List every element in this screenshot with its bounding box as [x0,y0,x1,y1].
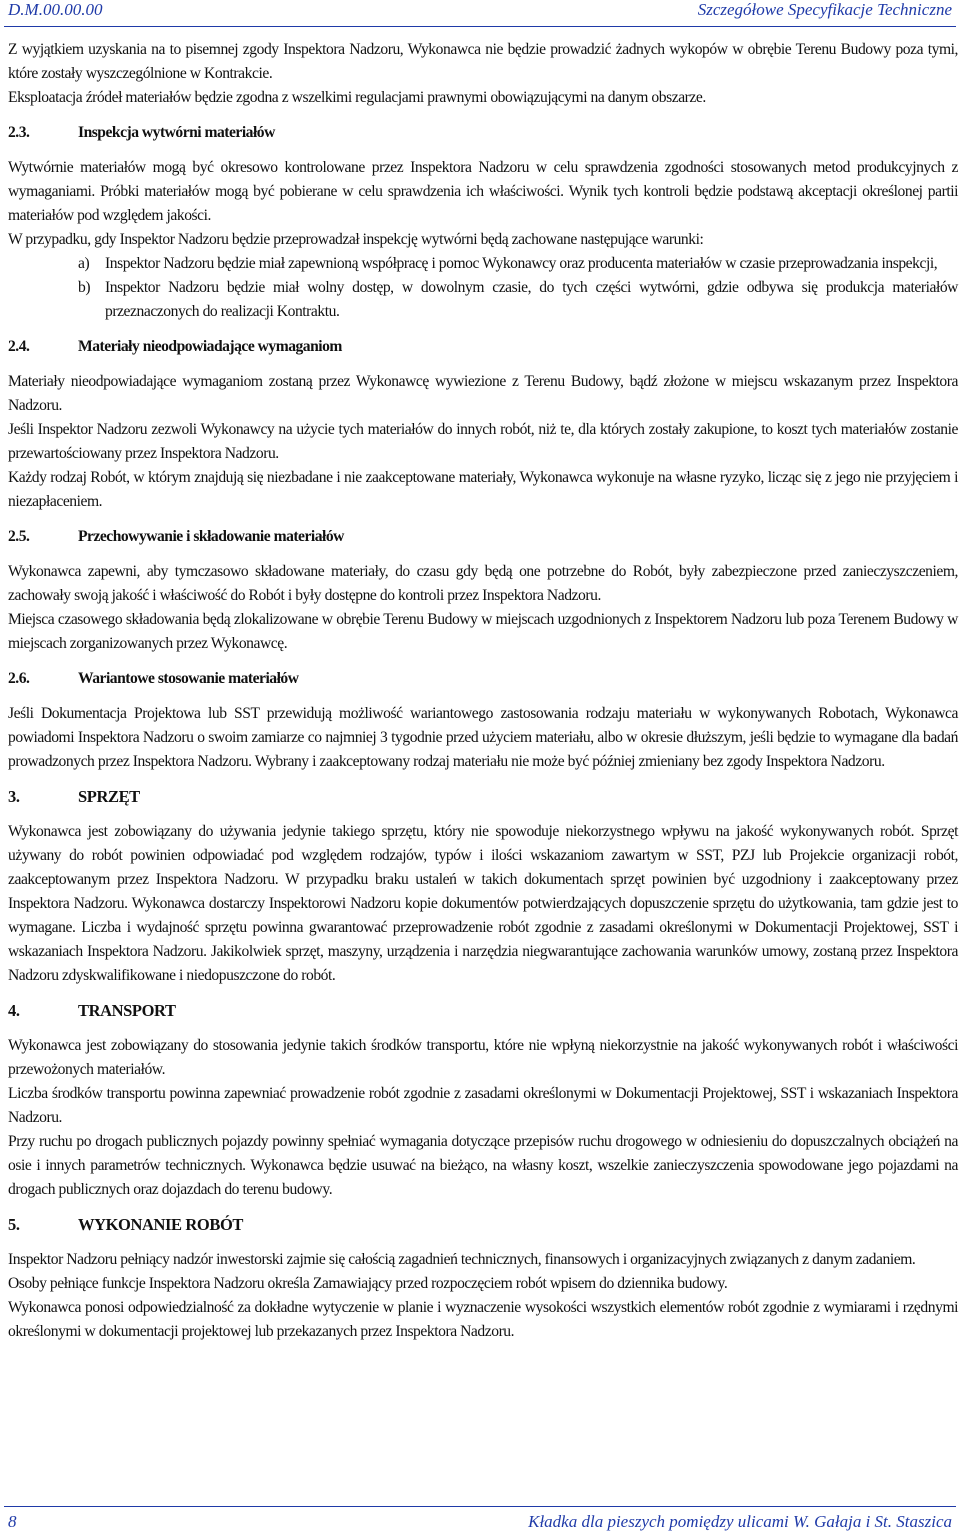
section-heading-2-4 [8,335,958,359]
section-number: 2.5. [8,528,30,545]
paragraph: Osoby pełniące funkcje Inspektora Nadzoru określa Zamawiający przed rozpoczęciem robót wpisem do dziennika budowy. [8,1275,728,1292]
section-number: 4. [8,1001,20,1020]
document-code: D.M.00.00.00 [8,0,103,19]
paragraph: Inspektor Nadzoru pełniący nadzór inwestorski zajmie się całością zagadnień technicznych, finansowych i organizacyjnych związanych z danym zadaniem. [8,1251,916,1268]
list-item [8,276,958,324]
paragraph: Każdy rodzaj Robót, w którym znajdują się niezbadane i nie zaakceptowane materiały, Wykonawca wykonuje na własne ryzyko, licząc się z jego nie przyjęciem i niezapłaceniem. [8,469,958,510]
paragraph: Miejsca czasowego składowania będą zlokalizowane w obrębie Terenu Budowy w miejscach uzgodnionych z Inspektorem Nadzoru lub poza Terenem Budowy w miejscach zorganizowanych przez Wykonawcę. [8,611,958,652]
list-item-label: b) [78,279,91,296]
section-title: WYKONANIE ROBÓT [78,1215,243,1234]
list-item-label: a) [78,255,90,272]
section-heading-2-3 [8,121,958,145]
page-footer [8,1512,952,1536]
section-heading-4 [8,999,958,1023]
page-header [8,0,952,26]
paragraph: Jeśli Dokumentacja Projektowa lub SST przewidują możliwość wariantowego zastosowania rodzaju materiału w wykonywanych Robotach, Wykonawca powiadomi Inspektora Nadzoru o swoim zamiarze co najmniej 3 tygodnie przed użyciem materiału, albo w okresie dłuższym, jeśli będzie to wymagane dla badań prowadzonych przez Inspektora Nadzoru. Wybrany i zaakceptowany rodzaj materiału nie może być później zmieniany bez zgody Inspektora Nadzoru. [8,705,958,770]
section-title: Wariantowe stosowanie materiałów [78,670,299,687]
section-title: Materiały nieodpowiadające wymaganiom [78,338,342,355]
section-number: 2.6. [8,670,30,687]
list-item-text: Inspektor Nadzoru będzie miał wolny dostęp, w dowolnym czasie, do tych części wytwórni, gdzie odbywa się produkcja materiałów przeznaczonych do realizacji Kontraktu. [105,279,958,320]
section-heading-2-5 [8,525,958,549]
conditions-list [8,252,958,324]
header-divider [4,26,956,27]
section-title: Inspekcja wytwórni materiałów [78,124,275,141]
section-title: TRANSPORT [78,1001,176,1020]
paragraph: W przypadku, gdy Inspektor Nadzoru będzie przeprowadzał inspekcję wytwórni będą zachowane następujące warunki: [8,231,704,248]
section-title: Przechowywanie i składowanie materiałów [78,528,344,545]
paragraph: Wytwórnie materiałów mogą być okresowo kontrolowane przez Inspektora Nadzoru w celu sprawdzenia zgodności stosowanych metod produkcyjnych z wymaganiami. Próbki materiałów mogą być pobierane w celu sprawdzenia ich właściwości. Wynik tych kontroli będzie podstawą akceptacji określonej partii materiałów pod względem jakości. [8,159,958,224]
paragraph: Eksploatacja źródeł materiałów będzie zgodna z wszelkimi regulacjami prawnymi obowiązującymi na danym obszarze. [8,89,706,106]
paragraph: Wykonawca ponosi odpowiedzialność za dokładne wytyczenie w planie i wyznaczenie wysokości wszystkich elementów robót zgodnie z wymiarami i rzędnymi określonymi w dokumentacji projektowej lub przekazanych przez Inspektora Nadzoru. [8,1299,958,1340]
paragraph: Z wyjątkiem uzyskania na to pisemnej zgody Inspektora Nadzoru, Wykonawca nie będzie prowadzić żadnych wykopów w obrębie Terenu Budowy poza tymi, które zostały wyszczególnione w Kontrakcie. [8,41,958,82]
section-number: 5. [8,1215,20,1234]
page-number: 8 [8,1512,17,1531]
section-heading-2-6 [8,667,958,691]
project-title: Kładka dla pieszych pomiędzy ulicami W. Gałaja i St. Staszica [528,1512,952,1531]
paragraph: Jeśli Inspektor Nadzoru zezwoli Wykonawcy na użycie tych materiałów do innych robót, niż te, dla których zostały zakupione, to koszt tych materiałów zostanie przewartościowany przez Inspektora Nadzoru. [8,421,958,462]
section-number: 2.4. [8,338,30,355]
paragraph: Przy ruchu po drogach publicznych pojazdy powinny spełniać wymagania dotyczące przepisów ruchu drogowego w odniesieniu do dopuszczalnych obciążeń na osie i innych parametrów technicznych. Wykonawca będzie usuwać na bieżąco, na własny koszt, wszelkie zanieczyszczenia spowodowane jego pojazdami na drogach publicznych oraz dojazdach do terenu budowy. [8,1133,958,1198]
section-number: 3. [8,787,20,806]
section-heading-3 [8,785,958,809]
page-body [8,38,958,1344]
list-item-text: Inspektor Nadzoru będzie miał zapewnioną współpracę i pomoc Wykonawcy oraz producenta materiałów w czasie przeprowadzania inspekcji, [105,255,938,272]
section-heading-5 [8,1213,958,1237]
paragraph: Materiały nieodpowiadające wymaganiom zostaną przez Wykonawcę wywiezione z Terenu Budowy, bądź złożone w miejscu wskazanym przez Inspektora Nadzoru. [8,373,958,414]
paragraph: Wykonawca jest zobowiązany do używania jedynie takiego sprzętu, który nie spowoduje niekorzystnego wpływu na jakość wykonywanych robót. Sprzęt używany do robót powinien odpowiadać pod względem rodzajów, typów i ilości wskazaniom zawartym w SST, PZJ lub Projekcie organizacji robót, zaakceptowanym przez Inspektora Nadzoru. W przypadku braku ustaleń w takich dokumentach sprzęt powinien być uzgodniony i zaakceptowany przez Inspektora Nadzoru. Wykonawca dostarczy Inspektorowi Nadzoru kopie dokumentów potwierdzających dopuszczenie sprzętu do użytkowania, tam gdzie jest to wymagane. Liczba i wydajność sprzętu powinna gwarantować przeprowadzenie robót zgodnie z zasadami określonymi w Dokumentacji Projektowej, SST i wskazaniach Inspektora Nadzoru. Jakikolwiek sprzęt, maszyny, urządzenia i narzędzia niegwarantujące zachowania warunków umowy, zostaną przez Inspektora Nadzoru zdyskwalifikowane i niedopuszczone do robót. [8,823,958,984]
section-title: SPRZĘT [78,787,140,806]
footer-divider [4,1506,956,1507]
paragraph: Liczba środków transportu powinna zapewniać prowadzenie robót zgodnie z zasadami określonymi w Dokumentacji Projektowej, SST i wskazaniach Inspektora Nadzoru. [8,1085,958,1126]
paragraph: Wykonawca jest zobowiązany do stosowania jedynie takich środków transportu, które nie wpłyną niekorzystnie na jakość wykonywanych robót i właściwości przewożonych materiałów. [8,1037,958,1078]
section-number: 2.3. [8,124,30,141]
paragraph: Wykonawca zapewni, aby tymczasowo składowane materiały, do czasu gdy będą one potrzebne do Robót, były zabezpieczone przed zanieczyszczeniem, zachowały swoją jakość i właściwość do Robót i były dostępne do kontroli przez Inspektora Nadzoru. [8,563,958,604]
document-title: Szczegółowe Specyfikacje Techniczne [697,0,952,19]
list-item [8,252,958,276]
